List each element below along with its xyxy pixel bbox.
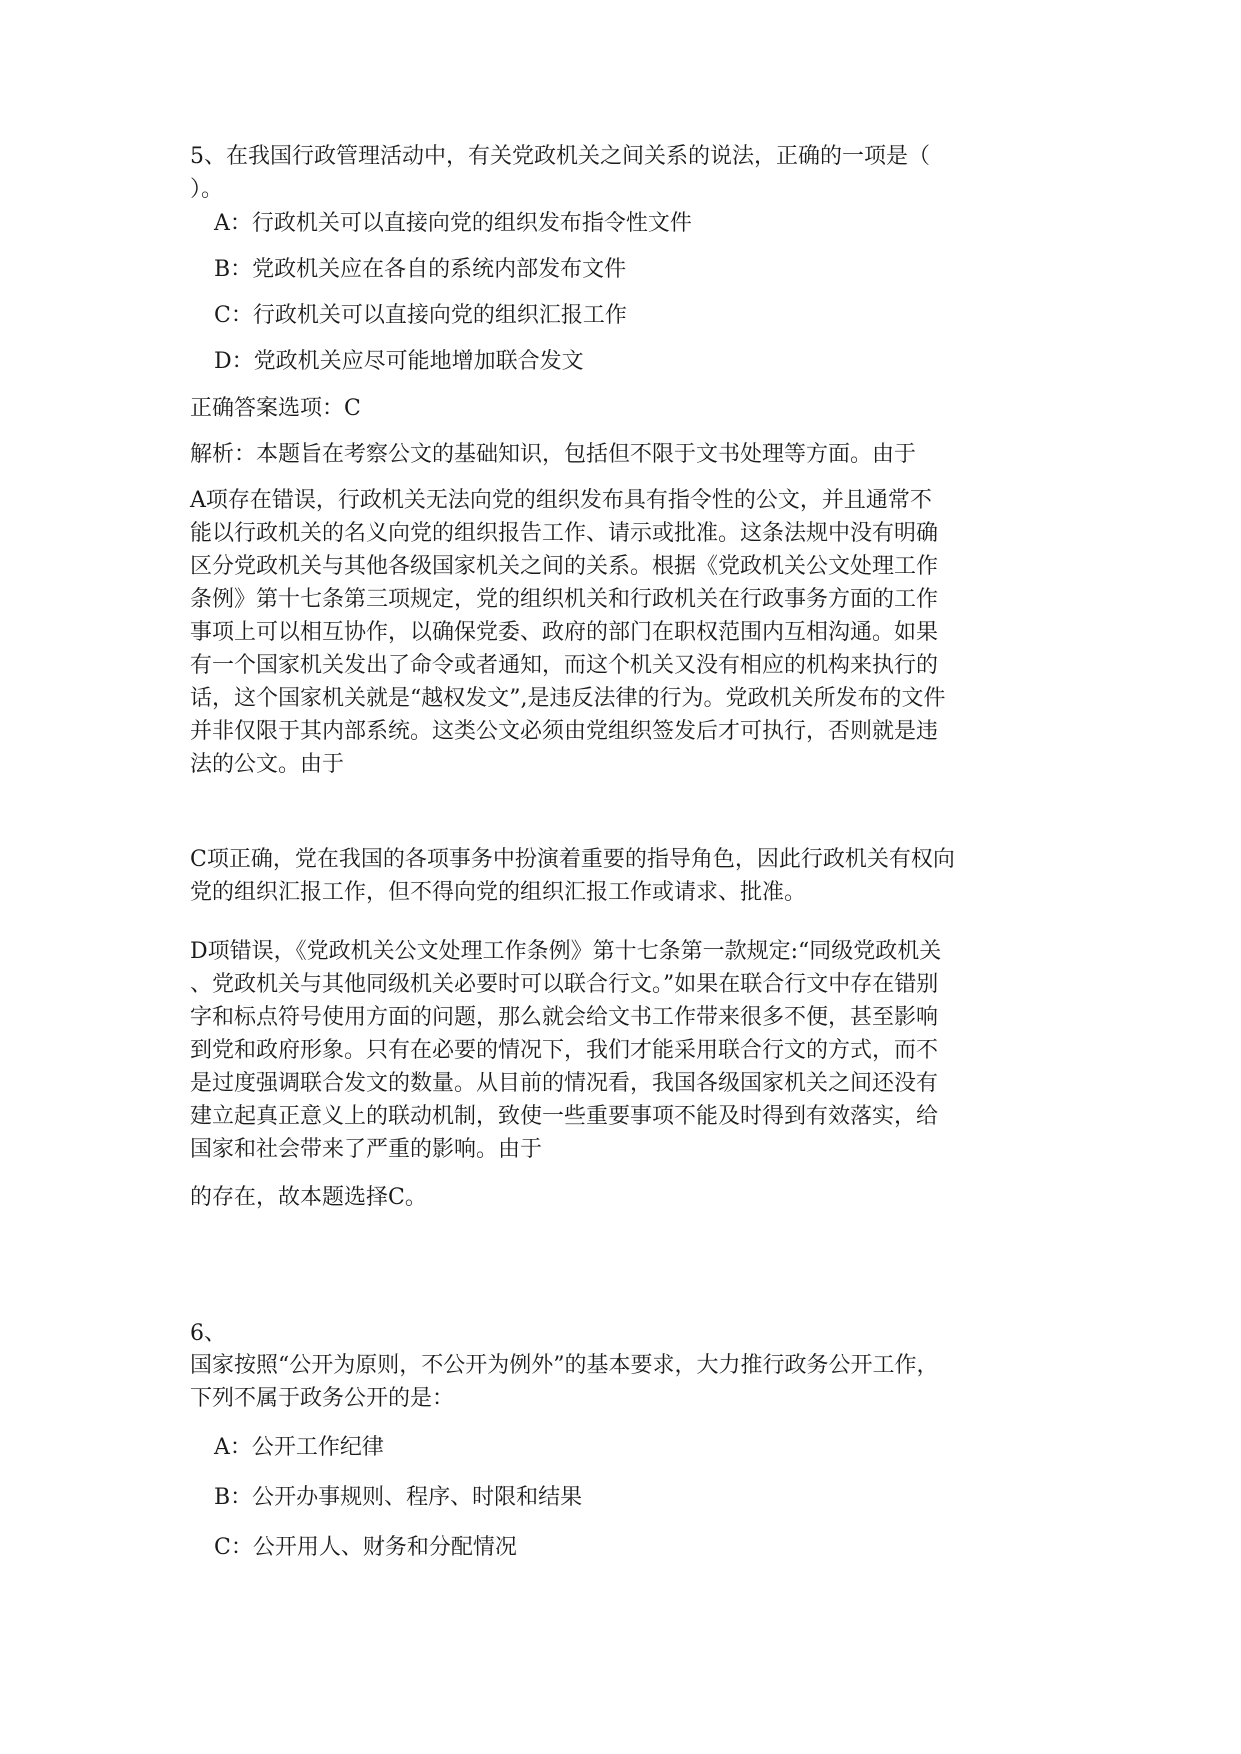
question-5-analysis-a xyxy=(190,484,1060,781)
question-5-option-a: A：行政机关可以直接向党的组织发布指令性文件 xyxy=(214,211,692,236)
question-5-analysis-c xyxy=(190,843,1060,909)
question-5-option-c: C：行政机关可以直接向党的组织汇报工作 xyxy=(214,303,627,328)
analysis-a-line: 法的公文。由于 xyxy=(190,752,345,777)
question-6-stem xyxy=(190,1349,1060,1415)
question-5-option-b: B：党政机关应在各自的系统内部发布文件 xyxy=(214,257,627,282)
question-6-stem-line: 下列不属于政务公开的是： xyxy=(190,1386,455,1411)
analysis-a-line: 话，这个国家机关就是“越权发文”,是违反法律的行为。党政机关所发布的文件 xyxy=(190,686,946,711)
question-6-option-c: C：公开用人、财务和分配情况 xyxy=(214,1535,517,1560)
question-6-option-a: A：公开工作纪律 xyxy=(214,1435,384,1460)
question-6-option-b: B：公开办事规则、程序、时限和结果 xyxy=(214,1485,583,1510)
analysis-a-line: 区分党政机关与其他各级国家机关之间的关系。根据《党政机关公文处理工作 xyxy=(190,554,939,579)
analysis-d-line: 、党政机关与其他同级机关必要时可以联合行文。”如果在联合行文中存在错别 xyxy=(190,972,939,997)
question-6-number: 6、 xyxy=(190,1321,226,1346)
analysis-a-line: 事项上可以相互协作，以确保党委、政府的部门在职权范围内互相沟通。如果 xyxy=(190,620,939,645)
question-5-stem xyxy=(190,140,1060,206)
question-5-analysis-d xyxy=(190,935,1060,1166)
analysis-d-line: 建立起真正意义上的联动机制，致使一些重要事项不能及时得到有效落实，给 xyxy=(190,1104,939,1129)
question-5-stem-line: 5、在我国行政管理活动中，有关党政机关之间关系的说法，正确的一项是（ xyxy=(190,144,930,169)
analysis-a-line: 能以行政机关的名义向党的组织报告工作、请示或批准。这条法规中没有明确 xyxy=(190,521,939,546)
analysis-c-line: 党的组织汇报工作，但不得向党的组织汇报工作或请求、批准。 xyxy=(190,880,807,905)
question-5-conclusion: 的存在，故本题选择C。 xyxy=(190,1185,427,1210)
analysis-d-line: 是过度强调联合发文的数量。从目前的情况看，我国各级国家机关之间还没有 xyxy=(190,1071,939,1096)
question-6-stem-line: 国家按照“公开为原则，不公开为例外”的基本要求，大力推行政务公开工作， xyxy=(190,1353,939,1378)
analysis-d-line: 国家和社会带来了严重的影响。由于 xyxy=(190,1137,543,1162)
question-5-analysis-intro: 解析：本题旨在考察公文的基础知识，包括但不限于文书处理等方面。由于 xyxy=(190,442,917,467)
analysis-a-line: A项存在错误，行政机关无法向党的组织发布具有指令性的公文，并且通常不 xyxy=(190,488,932,513)
analysis-a-line: 并非仅限于其内部系统。这类公文必须由党组织签发后才可执行，否则就是违 xyxy=(190,719,939,744)
analysis-c-line: C项正确，党在我国的各项事务中扮演着重要的指导角色，因此行政机关有权向 xyxy=(190,847,955,872)
analysis-d-line: 字和标点符号使用方面的问题，那么就会给文书工作带来很多不便，甚至影响 xyxy=(190,1005,939,1030)
analysis-a-line: 条例》第十七条第三项规定，党的组织机关和行政机关在行政事务方面的工作 xyxy=(190,587,939,612)
question-5-stem-line: ）。 xyxy=(190,177,224,202)
analysis-a-line: 有一个国家机关发出了命令或者通知，而这个机关又没有相应的机构来执行的 xyxy=(190,653,939,678)
question-5-option-d: D：党政机关应尽可能地增加联合发文 xyxy=(214,349,584,374)
analysis-d-line: 到党和政府形象。只有在必要的情况下，我们才能采用联合行文的方式，而不 xyxy=(190,1038,939,1063)
question-5-answer: 正确答案选项：C xyxy=(190,396,361,421)
analysis-d-line: D项错误，《党政机关公文处理工作条例》第十七条第一款规定:“同级党政机关 xyxy=(190,939,942,964)
